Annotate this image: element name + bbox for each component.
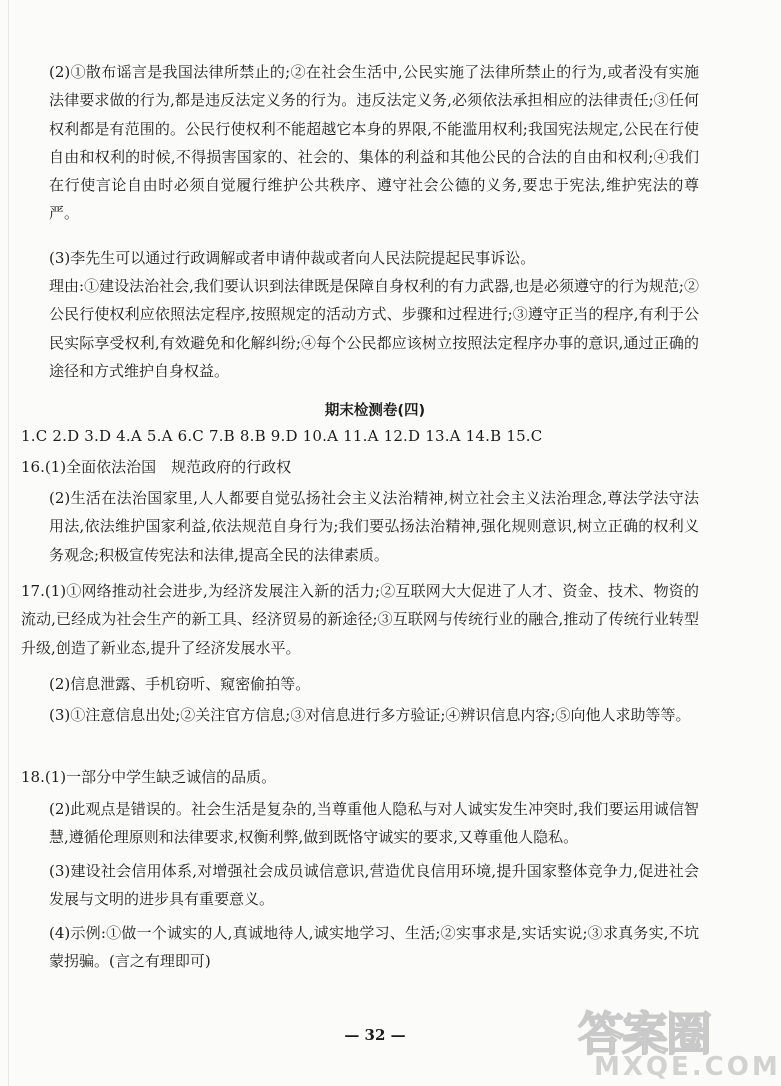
section-title: 期末检测卷(四) (324, 403, 426, 419)
q17-part2: (2)信息泄露、手机窃听、窥密偷拍等。 (49, 675, 311, 693)
prev-q3-paragraph: (3)李先生可以通过行政调解或者申请仲裁或者向人民法院提起民事诉讼。 (49, 249, 536, 267)
choice-answers: 1.C 2.D 3.D 4.A 5.A 6.C 7.B 8.B 9.D 10.A 11.A 12.D 13.A 14.B 15.C (21, 427, 543, 445)
q17-part1: 17.(1)①网络推动社会进步,为经济发展注入新的活力;②互联网大大促进了人才、资金、技术、物资的流动,已经成为社会生产的新工具、经济贸易的新途径;③互联网与传统行业的融合,推动了传统行业转型升级,创造了新业态,提升了经济发展水平。 (21, 582, 699, 657)
watermark-logo (578, 998, 781, 1086)
q17-part3: (3)①注意信息出处;②关注官方信息;③对信息进行多方验证;④辨识信息内容;⑤向他人求助等等。 (49, 706, 691, 724)
prev-q2-paragraph: (2)①散布谣言是我国法律所禁止的;②在社会生活中,公民实施了法律所禁止的行为,或者没有实施法律要求做的行为,都是违反法定义务的行为。违反法定义务,必须依法承担相应的法律责任;③任何权利都是有范围的。公民行使权利不能超越它本身的界限,不能滥用权利;我国宪法规定,公民在行使自由和权利的时候,不得损害国家的、社会的、集体的利益和其他公民的合法的自由和权利;④我们在行使言论自由时必须自觉履行维护公共秩序、遵守社会公德的义务,要忠于宪法,维护宪法的尊严。 (49, 63, 699, 223)
q16-part1: 16.(1)全面依法治国 规范政府的行政权 (21, 458, 292, 476)
page-number: — 32 — (344, 1026, 406, 1044)
q18-part2: (2)此观点是错误的。社会生活是复杂的,当尊重他人隐私与对人诚实发生冲突时,我们要运用诚信智慧,遵循伦理原则和法律要求,权衡利弊,做到既恪守诚实的要求,又尊重他人隐私。 (49, 800, 699, 847)
q18-part4: (4)示例:①做一个诚实的人,真诚地待人,诚实地学习、生活;②实事求是,实话实说;③求真务实,不坑蒙拐骗。(言之有理即可) (49, 924, 699, 971)
q18-part3: (3)建设社会信用体系,对增强社会成员诚信意识,营造优良信用环境,提升国家整体竞争力,促进社会发展与文明的进步具有重要意义。 (49, 862, 699, 909)
binding-margin-line (8, 0, 9, 1086)
q18-part1: 18.(1)一部分中学生缺乏诚信的品质。 (21, 768, 277, 786)
watermark-logo-text: 答案圈 (578, 1007, 710, 1061)
q16-part2: (2)生活在法治国家里,人人都要自觉弘扬社会主义法治精神,树立社会主义法治理念,尊法学法守法用法,依法维护国家利益,依法规范自身行为;我们要弘扬法治精神,强化规则意识,树立正确的权利义务观念;积极宣传宪法和法律,提高全民的法律素质。 (49, 489, 699, 564)
prev-reason-paragraph: 理由:①建设法治社会,我们要认识到法律既是保障自身权利的有力武器,也是必须遵守的行为规范;②公民行使权利应依照法定程序,按照规定的活动方式、步骤和过程进行;③遵守正当的程序,有利于公民实际享受权利,有效避免和化解纠纷;④每个公民都应该树立按照法定程序办事的意识,通过正确的途径和方式维护自身权益。 (49, 277, 699, 380)
watermark-domain: MXQE.COM (594, 1052, 781, 1082)
